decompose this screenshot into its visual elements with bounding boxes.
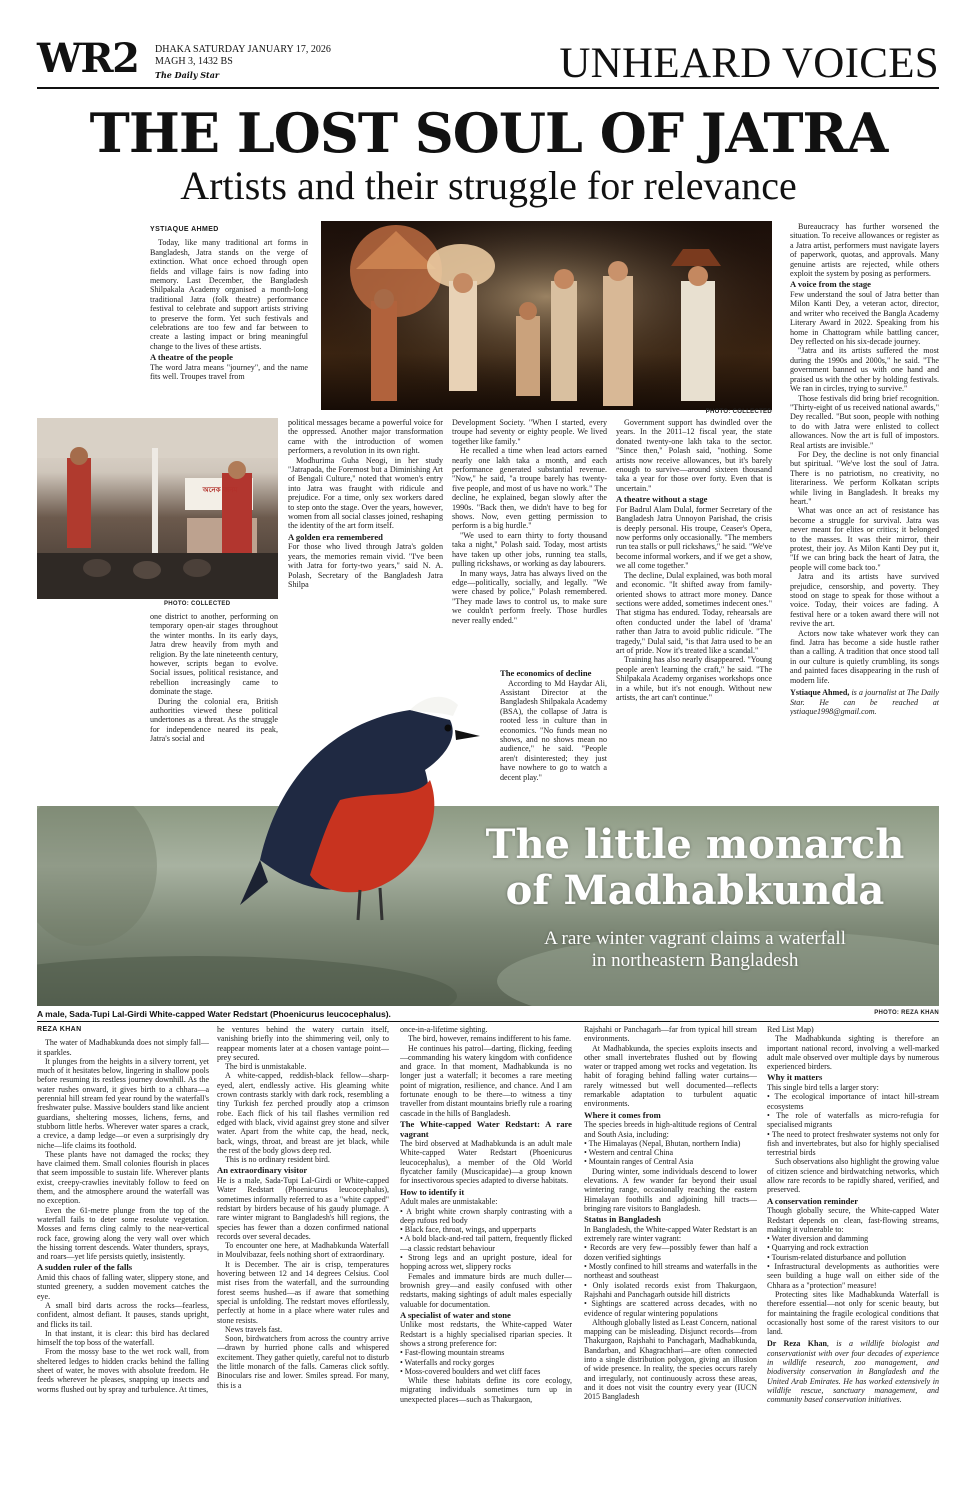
- performance-photo-illustration: [37, 418, 278, 599]
- list-item: • Mountain ranges of Central Asia: [584, 1157, 694, 1167]
- list-item: • Quarrying and rock extraction: [767, 1243, 869, 1253]
- list-item: • The role of waterfalls as micro-refugia for specialised migrants: [767, 1110, 939, 1130]
- paragraph: The bird is unmistakable.: [225, 1062, 307, 1072]
- list-item: • Only isolated records exist from Thakurgaon, Rajshahi and Panchagarh outside hill districts: [584, 1280, 757, 1299]
- paragraph: The species breeds in high-altitude regions of Central and South Asia, including:: [584, 1120, 757, 1139]
- story2-subhead: [470, 928, 920, 972]
- list-item: • Black face, throat, wings, and upperparts: [400, 1225, 536, 1235]
- subheading: A sudden ruler of the falls: [37, 1262, 133, 1273]
- story2-title: [470, 822, 920, 914]
- author-bio: Dr Reza Khan, is a wildlife biologist and conservationist with over four decades of experience in wildlife research, zoo management, and biodiversity conservation in Bangladesh and the United Arab Emirates. He has worked extensively in wildlife rescue, sanctuary management, and community based conservation initiatives.: [767, 1339, 939, 1405]
- author-bio: [790, 688, 939, 716]
- paragraph: "We used to earn thirty to forty thousand taka a night," Polash said. Today, most artists have taken up other jobs, running tea stalls, pulling rickshaws, or working as day labourers.: [452, 530, 607, 569]
- byline: REZA KHAN: [37, 1026, 82, 1033]
- list-item: • Waterfalls and rocky gorges: [400, 1357, 495, 1367]
- paragraph: This is no ordinary resident bird.: [225, 1155, 330, 1165]
- redstart-bird-figure: [240, 650, 490, 930]
- paragraph: For Badrul Alam Dulal, former Secretary of the Bangladesh Jatra Unnoyon Parishad, the crisis is deeply personal. His troupe, Ceaser's Opera, now performs only occasionally. "The members run tea stalls or pull rickshaws," he said. "We've become informal workers, and if we get a show, we all come together.": [616, 504, 772, 571]
- paragraph: Though globally secure, the White-capped Water Redstart depends on clean, fast-flowing streams, making it vulnerable to:: [767, 1206, 939, 1234]
- paragraph: The Madhabkunda sighting is therefore an important national record, involving a well-marked adult male observed over multiple days by numerous experienced birders.: [767, 1034, 939, 1072]
- paragraph: Today, like many traditional art forms in Bangladesh, Jatra stands on the verge of extinction. What once echoed through open fields and village fairs is now fading into memory. Last December, the Bangladesh Shilpakala Academy organised a month-long traditional Jatra (folk theatre) performance festival to celebrate and support artists striving to preserve the form. Yet such festivals and celebrations are too few and far between to create a lasting impact or bring meaningful change to the lives of these artists.: [150, 238, 308, 351]
- paragraph: Soon, birdwatchers from across the country arrive—drawn by hurried phone calls and whispered excitement. They gather quietly, careful not to disturb the little monarch of the falls. Cameras click softly. Binoculars rise and lower. Smiles spread. For many, this is a: [217, 1334, 389, 1390]
- jatra-performance-photo: [37, 418, 278, 599]
- paragraph: Government support has dwindled over the years. In the 2011–12 fiscal year, the state donated twenty-one lakh taka to the sector. "Since then," Polash said, "nothing. Some artists now receive allowances, but it's barely enough to survive—around sixteen thousand taka a year for those over forty. Even that is uncertain.": [616, 418, 772, 493]
- threats-list: [767, 1234, 939, 1290]
- list-item: • The need to protect freshwater systems not only for fish and invertebrates, but also for highly specialised terrestrial birds: [767, 1129, 939, 1158]
- bio-name: Dr Reza Khan: [767, 1339, 827, 1349]
- story2-col5: [767, 1025, 939, 1465]
- list-item: • Sightings are scattered across decades, with no evidence of regular wintering populations: [584, 1299, 757, 1318]
- paragraph: once-in-a-lifetime sighting.: [400, 1025, 488, 1034]
- story2-col4: [584, 1025, 757, 1465]
- list-item: • Tourism-related disturbance and pollution: [767, 1252, 906, 1262]
- list-item: • A bright white crown sharply contrasting with a deep rufous red body: [400, 1206, 572, 1225]
- paragraph: A small bird darts across the rocks—fearless, confident, almost defiant. It pauses, stands upright, and flicks its tail.: [37, 1300, 209, 1329]
- story1-col1-top: [150, 225, 308, 415]
- list-item: • Western and central China: [584, 1148, 674, 1158]
- paragraph: In many ways, Jatra has always lived on the edge—politically, socially, and legally. "We were chased by police," Polash remembered. "They made laws to control us, to make sure we couldn't perform freely. Those hurdles never really ended.": [452, 568, 607, 625]
- story2-col2: [217, 1025, 389, 1465]
- paragraph: News travels fast.: [225, 1324, 283, 1334]
- paragraph: According to Md Haydar Ali, Assistant Director at the Bangladesh Shilpakala Academy (BSA), the collapse of Jatra is rooted less in culture than in economics. "No funds mean no shows, and no shows mean no audience," he said. "People aren't disinterested; they just have nowhere to go to watch a decent play.": [500, 678, 607, 782]
- subheading: The economics of decline: [500, 668, 592, 678]
- paragraph: To encounter one here, at Madhabkunda Waterfall in Moulvibazar, feels nothing short of extraordinary.: [217, 1241, 389, 1260]
- paragraph: In Bangladesh, the White-capped Water Redstart is an extremely rare winter vagrant:: [584, 1224, 757, 1244]
- paragraph: Rajshahi or Panchagarh—far from typical hill stream environments.: [584, 1025, 757, 1044]
- paragraph: Those festivals did bring brief recognition. "Thirty-eight of us received national awards," Dey recalled. "But soon, people with nothing to do with Jatra were enlisted to collect allowances. Now the art is full of impostors. Real artists are invisible.": [790, 393, 939, 450]
- date-line: DHAKA SATURDAY JANUARY 17, 2026: [155, 44, 331, 55]
- list-item: • Fast-flowing mountain streams: [400, 1348, 505, 1358]
- story2-col3: [400, 1025, 572, 1465]
- paragraph: Modhurima Guha Neogi, in her study "Jatrapada, the Foremost but a Diminishing Art of Bengali Culture," noted that women's entry into Jatra was fraught with ridicule and prejudice. For a time, only sex workers dared to step onto the stage. Over the years, however, women from all social classes joined, reshaping the identity of the art form itself.: [288, 455, 443, 531]
- list-item: • Infrastructural developments as authorities were seen building a huge wall on either side of the Chhara as a "protection" measure!: [767, 1262, 939, 1290]
- story2-title-line2: of Madhabkunda: [505, 867, 885, 914]
- date-block: [155, 44, 331, 68]
- subheading: A voice from the stage: [790, 279, 871, 290]
- story2-subhead-line2: in northeastern Bangladesh: [591, 950, 799, 971]
- section-code: WR2: [37, 35, 139, 82]
- paragraph: Training has also nearly disappeared. "Young people aren't learning the craft," he said. "The Shilpakala Academy organises workshops once in a while, but it's not enough. Without new artists, the art can't continue.": [616, 655, 772, 702]
- bio-text: is a wildlife biologist and conservationist with over four decades of experience in wildlife research, zoo management, and biodiversity conservation in Bangladesh and the United Arab Emirates. He has worked extensively in wildlife rescue, sanctuary management, and community based conservation initiatives.: [767, 1339, 939, 1405]
- paragraph: These plants have not damaged the rocks; they have claimed them. Small colonies flourish in places that seem impossible to sustain life. Wherever plants exist, creepy-crawlies inevitably follow to feed on them, and the atmosphere around the waterfall was no exception.: [37, 1149, 209, 1206]
- subheading: A conservation reminder: [767, 1195, 859, 1206]
- range-list: [584, 1139, 757, 1167]
- story1-col2: [288, 418, 443, 630]
- paragraph: The word Jatra means "journey", and the name fits well. Troupes travel from: [150, 362, 308, 382]
- paragraph: At Madhabkunda, the species exploits insects and other small invertebrates flushed out by flowing water or trapped among wet rocks and vegetation. Its habit of foraging behind falling water curtains—rarely witnessed but well documented—reflects remarkable adaptation to turbulent aquatic environments.: [584, 1043, 757, 1109]
- byline: YSTIAQUE AHMED: [150, 226, 219, 233]
- jatra-stage-photo: [321, 221, 772, 410]
- paragraph: Development Society. "When I started, every troupe had seventy or eighty people. We lived together like family.": [452, 418, 607, 446]
- story1-col5: [790, 222, 939, 804]
- story1-col3: [452, 418, 607, 660]
- paragraph: Jatra and its artists have survived prejudice, censorship, and poverty. They stood on stage to speak for those without a voice. Today, their voices are fading. A festival here or a token award there will not revive the art.: [790, 572, 939, 629]
- paragraph: Although globally listed as Least Concern, national mapping can be misleading. Disjunct records—from Thakurgaon, Rajshahi to Panchagarh, Madhabkunda, Bandarban, and Khagrachhari—are often connected into a single distribution polygon, giving an illusion of wide presence. In reality, the species occurs rarely and irregularly, not continuously across these areas, and it does not visit the country every year (IUCN 2015 Bangladesh: [584, 1317, 757, 1402]
- paragraph: During the colonial era, British authorities viewed these political undertones as a threat. As the struggle for independence neared its peak, Jatra's social and: [150, 696, 278, 744]
- paragraph: Few understand the soul of Jatra better than Milon Kanti Dey, a veteran actor, director, and writer who received the Bangla Academy Literary Award in 2022. Speaking from his home in Chattogram while battling cancer, Dey reflected on his six-decade journey.: [790, 290, 939, 347]
- list-item: • Water diversion and damming: [767, 1234, 869, 1244]
- paragraph: It is December. The air is crisp, temperatures hovering between 12 and 14 degrees Celsius. Cool mist rises from the waterfall, and the surrounding forest seems hushed—as if aware that something special is unfolding. The redstart moves effortlessly, perfectly at home in a place where water rules and stone resists.: [217, 1259, 389, 1325]
- paragraph: Amid this chaos of falling water, slippery stone, and stunted greenery, a sudden movement catches the eye.: [37, 1273, 209, 1301]
- paragraph: one district to another, performing on temporary open-air stages throughout the winter months. In its early days, Jatra drew heavily from myth and religion. By the late nineteenth century, however, scripts began to evolve. Social issues, political resistance, and rebellion increasingly came to dominate the stage.: [150, 612, 278, 697]
- subheading: A theatre of the people: [150, 352, 233, 363]
- paragraph: From the mossy base to the wet rock wall, from sheltered ledges to hidden cracks behind the falling sheet of water, he moves with absolute freedom. He feeds wherever he pleases, snapping up insects and worms flushed out by spray and turbulence. At times,: [37, 1347, 209, 1394]
- story2-subhead-line1: A rare winter vagrant claims a waterfall: [544, 928, 846, 949]
- paragraph: political messages became a powerful voice for the oppressed. Another major transformation came with the introduction of women performers, a revolution in its own right.: [288, 418, 443, 456]
- list-item: • A bold black-and-red tail pattern, frequently flicked—a classic redstart behaviour: [400, 1234, 572, 1253]
- paragraph: For Dey, the decline is not only financial but spiritual. "We've lost the soul of Jatra. There is no patriotism, no creativity, no literariness. We perform Kolkatan scripts while living in Bangladesh. It breaks my heart.": [790, 449, 939, 506]
- paragraph: Females and immature birds are much duller—brownish grey—and easily confused with other redstarts, making sightings of adult males especially valuable for documentation.: [400, 1271, 572, 1309]
- list-item: • The ecological importance of intact hill-stream ecosystems: [767, 1092, 939, 1111]
- story1-col4: [616, 418, 772, 803]
- paragraph: Such observations also highlight the growing value of citizen science and birdwatching networks, which allow rare records to be rapidly shared, verified, and preserved.: [767, 1157, 939, 1195]
- habitat-list: [400, 1348, 572, 1376]
- list-item: • Mostly confined to hill streams and waterfalls in the northeast and southeast: [584, 1262, 757, 1281]
- caption-rule: [37, 1021, 939, 1022]
- photo-credit-1: PHOTO: COLLECTED: [705, 409, 772, 415]
- bio-text: is a journalist at The Daily Star. He can be reached at ystiaque1998@gmail.com.: [790, 688, 939, 716]
- stage-banner-text: অনেক জনম: [202, 486, 238, 494]
- list-item: • Strong legs and an upright posture, ideal for hopping across wet, slippery rocks: [400, 1253, 572, 1272]
- photo-credit-3: PHOTO: REZA KHAN: [874, 1010, 939, 1016]
- paragraph: What was once an act of resistance has become a struggle for survival. Jatra was never meant for elites or critics; it belonged to the masses. It was their mirror, their protest, their joy. As Milon Kanti Dey put it, "If we can bring back the heart of Jatra, the people will come back too.": [790, 506, 939, 572]
- subheading: An extraordinary visitor: [217, 1165, 308, 1176]
- paragraph: The bird observed at Madhabkunda is an adult male White-capped Water Redstart (Phoenicurus leucocephalus), a member of the Old World flycatcher family (Muscicapidae)—a group known for insectivorous species adapted to diverse habitats.: [400, 1139, 572, 1186]
- paragraph: The decline, Dulal explained, was both moral and economic. "It shifted away from family-oriented shows to attract more money. Dance sections were added, sometimes indecent ones." That stigma has endured. Today, rehearsals are often conducted under the label of 'drama' rather than Jatra to avoid public ridicule. "The tragedy," Dulal said, "is that Jatra used to be an art of pride. Now it's treated like a scandal.": [616, 570, 772, 655]
- subheading: Why it matters: [767, 1072, 823, 1083]
- paragraph: he ventures behind the watery curtain itself, vanishing briefly into the shimmering veil, only to reappear moments later at a chosen vantage point—prey secured.: [217, 1025, 389, 1062]
- list-item: • The Himalayas (Nepal, Bhutan, northern India): [584, 1138, 741, 1148]
- paragraph: The bird, however, remains indifferent to his fame.: [408, 1034, 572, 1044]
- paragraph: He is a male, Sada-Tupi Lal-Girdi or White-capped Water Redstart (Phoenicurus leucocephalus), sometimes informally referred to as a "white capped" redstart by birders because of his gaudy plumage. A rare winter migrant to Bangladesh's hill regions, the species has fewer than a dozen confirmed national records over several decades.: [217, 1176, 389, 1241]
- photo-credit-2: PHOTO: COLLECTED: [164, 601, 231, 607]
- paragraph: Adult males are unmistakable:: [400, 1197, 498, 1207]
- paragraph: He continues his patrol—darting, flicking, feeding—commanding his watery kingdom with confidence and grace. In that moment, Madhabkunda is no longer just a waterfall; it becomes a rare meeting point of migration, resilience, and chance. And I am fortunate enough to be there—to witness a tiny traveller from distant mountains briefly rule a roaring cascade in the hills of Bangladesh.: [400, 1043, 572, 1118]
- list-item: • Records are very few—possibly fewer than half a dozen verified sightings: [584, 1243, 757, 1262]
- paragraph: The water of Madhabkunda does not simply fall—it sparkles.: [37, 1038, 209, 1057]
- bio-name: Ystiaque Ahmed,: [790, 688, 850, 698]
- subheading: The White-capped Water Redstart: A rare vagrant: [400, 1118, 572, 1139]
- paper-name: The Daily Star: [155, 70, 220, 80]
- paragraph: Unlike most redstarts, the White-capped Water Redstart is a highly specialised riparian species. It shows a strong preference for:: [400, 1320, 572, 1348]
- list-item: • Moss-covered boulders and wet cliff faces: [400, 1366, 541, 1376]
- paragraph: Bureaucracy has further worsened the situation. To receive allowances or register as a Jatra artist, performers must navigate layers of paperwork, quotas, and approvals. Many genuine artists are rejected, while others exploit the system by posing as performers.: [790, 222, 939, 279]
- paragraph: Red List Map): [767, 1025, 814, 1034]
- subheading: How to identify it: [400, 1186, 465, 1197]
- why-list: [767, 1092, 939, 1157]
- masthead-rule: [37, 87, 939, 89]
- paragraph: In that instant, it is clear: this bird has declared himself the top boss of the waterfall.: [37, 1328, 209, 1348]
- photo-caption: A male, Sada-Tupi Lal-Girdi White-capped Water Redstart (Phoenicurus leucocephalus).: [37, 1009, 391, 1019]
- subheading: A specialist of water and stone: [400, 1309, 511, 1320]
- paragraph: For those who lived through Jatra's golden years, the memories remain vivid. "I've been with Jatra for forty-two years," said N. A. Polash, Secretary of the Bangladesh Jatra Shilpa: [288, 542, 443, 590]
- status-list: [584, 1243, 757, 1317]
- section-title: UNHEARD VOICES: [559, 40, 939, 87]
- subheading: Status in Bangladesh: [584, 1214, 661, 1225]
- paragraph: It plunges from the heights in a silvery torrent, yet much of it hesitates below, lingering in shallow pools before resuming its restless journey downhill. As the water rushes onward, it gives birth to a chhara—a perennial hill stream fed year round by the waterfall's freshwater pulse. Massive boulders stand like ancient guardians, sheltering mosses, lichens, ferns, and stubborn little herbs. Wherever water spares a crack, a crevice, a damp ledge—or even a surprisingly dry niche—life claims its foothold.: [37, 1056, 209, 1150]
- story-subhead: Artists and their struggle for relevance: [180, 163, 797, 208]
- paragraph: Actors now take whatever work they can find. Jatra has become a side hustle rather than a calling. A tradition that once stood tall in our culture is quietly crumbling, its songs and painted faces disappearing in the rush of modern life.: [790, 628, 939, 685]
- subheading: Where it comes from: [584, 1109, 661, 1120]
- story2-col1: [37, 1025, 209, 1465]
- paragraph: During winter, some individuals descend to lower elevations. A few wander far beyond their usual wintering range, occasionally reaching the eastern Himalayan foothills and adjoining hill tracts—bringing rare visitors to Bangladesh.: [584, 1166, 757, 1213]
- paragraph: A white-capped, reddish-black fellow—sharp-eyed, alert, endlessly active. His gleaming white crown contrasts starkly with dark rock, resembling a tiny Turkish fez perched proudly atop a crimson robe. Each flick of his tail flashes vermilion red edged with black, vivid against grey stone and silver water. Apart from the white cap, the head, neck, back, wings, throat, and breast are jet black, while the rest of the body glows deep red.: [217, 1071, 389, 1155]
- story1-col3-bottom: [500, 667, 607, 799]
- paragraph: "Jatra and its artists suffered the most during the 1990s and 2000s," he said. "The government banned us with one hand and praised us with the other by holding festivals. We ran in circles, trying to survive.": [790, 346, 939, 394]
- paragraph: He recalled a time when lead actors earned nearly one lakh taka a month, and each performance generated substantial revenue. "Now," he said, "a troupe barely has twenty-five people, and most of us have no work." The decline, he explained, began slowly after the 1990s. "Back then, we didn't have to beg for shows. Now, even getting permission to perform is a big hurdle.": [452, 446, 607, 531]
- bangla-date: MAGH 3, 1432 BS: [155, 56, 233, 67]
- stage-photo-illustration: [321, 221, 772, 410]
- story2-title-line1: The little monarch: [485, 821, 905, 868]
- subheading: A theatre without a stage: [616, 494, 708, 505]
- paragraph: Even the 61-metre plunge from the top of the waterfall fails to deter some resolute vegetation. Mosses and ferns cling calmly to the near-vertical rock face, growing along the very wall over which the hissing torrent descends. Water thunders, sprays, and roars—yet life persists quietly, insistently.: [37, 1205, 209, 1262]
- paragraph: While these habitats define its core ecology, migrating individuals sometimes turn up in unexpected places—such as Thakurgaon,: [400, 1376, 572, 1404]
- identification-list: [400, 1207, 572, 1272]
- subheading: A golden era remembered: [288, 531, 383, 542]
- story-headline: THE LOST SOUL OF JATRA: [89, 101, 888, 165]
- paragraph: This single bird tells a larger story:: [767, 1083, 879, 1093]
- paragraph: Protecting sites like Madhabkunda Waterfall is therefore essential—not only for scenic beauty, but for maintaining the fragile ecological conditions that occasionally host some of the rarest visitors to our land.: [767, 1289, 939, 1337]
